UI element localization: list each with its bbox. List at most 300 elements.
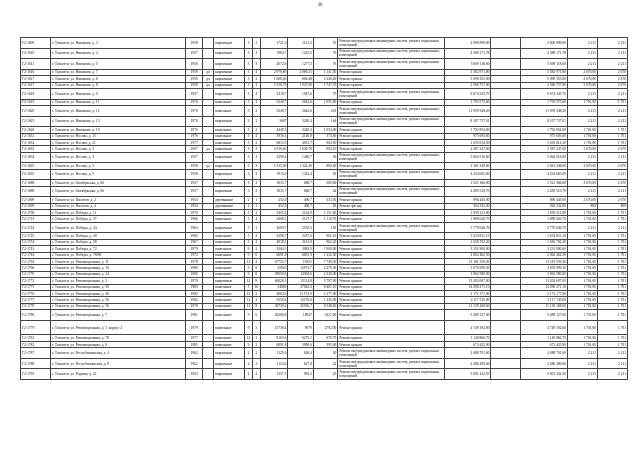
cell-cost: 1 521 366,00 <box>444 180 491 186</box>
cell-cost: 1 792 854,00 <box>444 127 491 133</box>
cell-year: 1977 <box>186 139 203 145</box>
cell-cost: 4 388 171,78 <box>444 48 491 59</box>
cell-id: Г2-1793 <box>21 369 51 380</box>
cell-living-area: 3124,9 <box>288 210 314 216</box>
cell-living-area: 25916,7 <box>288 303 314 309</box>
cell-work-type: Ремонт крыши <box>338 278 445 284</box>
cell-id: Г2-1688 <box>21 180 51 186</box>
cell-floors: 5 <box>245 239 253 245</box>
cell-living-area: 3237,6 <box>288 233 314 239</box>
cell-cost-total: 6 674 345,70 <box>521 88 568 99</box>
cell-address: г. Тольятти, ул. Революционная, д. 8 <box>50 341 185 347</box>
cell-wall-material: панельные <box>214 258 245 264</box>
cell-living-area: 3642,6 <box>288 105 314 116</box>
cell-cost: 2 172 177,00 <box>444 290 491 296</box>
cell-cost-total: 1 792 854,00 <box>521 127 568 133</box>
cell-cost-total: 3 876 999,30 <box>521 265 568 271</box>
cell-address: г. Тольятти, ул. Никонова, д. 3 <box>50 38 185 49</box>
cell-flag <box>202 152 213 163</box>
cell-residents: 1 141,50 <box>313 69 337 75</box>
cell-id: Г2-1744 <box>21 252 51 258</box>
cell-floors: 3 <box>245 163 253 169</box>
cell-cost: 3 876 999,30 <box>444 265 491 271</box>
cell-id: Г2-1715 <box>21 216 51 222</box>
cell-entrances: 4 <box>252 69 260 75</box>
cell-id: Г2-1618 <box>21 88 51 99</box>
cell-living-area: 2535,3 <box>288 222 314 233</box>
cell-residents: 569,80 <box>313 180 337 186</box>
cell-entrances: 4 <box>252 133 260 139</box>
cell-total-area: 3916,1 <box>260 133 288 139</box>
cell-flag <box>202 59 213 70</box>
cell-id: Г2-1787 <box>21 348 51 359</box>
cell-entrances: 2 <box>252 341 260 347</box>
cell-extra <box>491 348 521 359</box>
cell-cost-total: 4 388 171,78 <box>521 48 568 59</box>
cell-year: 1957 <box>186 48 203 59</box>
cell-total-area: 25925 <box>260 265 288 271</box>
cell-entrances: 3 <box>252 163 260 169</box>
cell-cost-total: 1 889 620,70 <box>521 216 568 222</box>
cell-rate-max: 2 211 <box>597 348 627 359</box>
cell-rate: 2 670,00 <box>567 180 597 186</box>
cell-cost: 975 693,60 <box>444 133 491 139</box>
cell-cost-total: 2 285 510,70 <box>521 186 568 197</box>
cell-rate: 2 670,00 <box>567 76 597 82</box>
cell-rate-max: 1 701 <box>597 320 627 335</box>
cell-entrances: 2 <box>252 105 260 116</box>
cell-residents: 894,10 <box>313 146 337 152</box>
cell-id: Г2-1609 <box>21 38 51 49</box>
table-row <box>21 169 628 180</box>
cell-work-type: Ремонт крыши <box>338 310 445 321</box>
cell-work-type: Ремонт крыши <box>338 271 445 277</box>
cell-cost-total: 11 959 348,20 <box>521 105 568 116</box>
cell-rate: 2 211 <box>567 116 597 127</box>
cell-floors: 3 <box>245 38 253 49</box>
cell-rate: 2 670,00 <box>567 146 597 152</box>
cell-wall-material: кирпичные <box>214 116 245 127</box>
cell-rate: 1 701,00 <box>567 216 597 222</box>
cell-cost: 1 634 831,10 <box>444 233 491 239</box>
cell-living-area: 3963,5 <box>288 246 314 252</box>
cell-residents: 1 900,00 <box>313 246 337 252</box>
cell-entrances: 2 <box>252 369 260 380</box>
cell-flag: да <box>202 76 213 82</box>
table-row <box>21 186 628 197</box>
table-row <box>21 59 628 70</box>
cell-work-type: Ремонт крыши <box>338 216 445 222</box>
cell-total-area: 1984,7 <box>260 48 288 59</box>
cell-year: 1978 <box>186 116 203 127</box>
cell-address: г. Тольятти, ул. Революционная, д. 30 <box>50 284 185 290</box>
cell-total-area: 6091,8 <box>260 341 288 347</box>
cell-entrances: 2 <box>252 180 260 186</box>
cell-id: Г2-1741 <box>21 246 51 252</box>
cell-work-type: Ремонт крыши <box>338 239 445 245</box>
cell-wall-material: панельные <box>214 341 245 347</box>
cell-cost-total: 673 425,90 <box>521 341 568 347</box>
cell-year: 1963 <box>186 222 203 233</box>
cell-living-area: 3141,9 <box>288 239 314 245</box>
cell-id: Г2-1779 <box>21 320 51 335</box>
cell-rate-max: 2 211 <box>597 88 627 99</box>
cell-rate: 2 670,00 <box>567 197 597 203</box>
cell-entrances: 6 <box>252 252 260 258</box>
cell-cost-total: 1 140 860,70 <box>521 335 568 341</box>
cell-address: г. Тольятти, ул. Революционная, д. 40 <box>50 290 185 296</box>
cell-work-type: Ремонт крыши <box>338 341 445 347</box>
cell-extra <box>491 186 521 197</box>
cell-living-area: 4051,7 <box>288 139 314 145</box>
cell-extra <box>491 88 521 99</box>
cell-work-type: Ремонт крыши <box>338 99 445 105</box>
table-row <box>21 152 628 163</box>
cell-cost-total: 13 202 697,00 <box>521 278 568 284</box>
cell-residents: 3227,00 <box>313 310 337 321</box>
cell-year: 1970 <box>186 278 203 284</box>
cell-living-area: 668,7 <box>288 180 314 186</box>
cell-entrances: 1 <box>252 203 260 209</box>
cell-extra <box>491 38 521 49</box>
cell-cost: 14 290 271,10 <box>444 284 491 290</box>
cell-entrances: 4 <box>252 216 260 222</box>
cell-total-area: 3667 <box>260 116 288 127</box>
cell-total-area: 4818,1 <box>260 239 288 245</box>
cell-residents: 1 110,70 <box>313 216 337 222</box>
cell-total-area: 4396,7 <box>260 233 288 239</box>
cell-address: г. Тольятти, ул. Победы, д. 72 <box>50 246 185 252</box>
cell-living-area: 3990,6 <box>288 341 314 347</box>
cell-work-type: Ремонт крыши <box>338 163 445 169</box>
cell-year: 1953 <box>186 369 203 380</box>
cell-rate: 2 211 <box>567 59 597 70</box>
cell-work-type: Ремонт крыши <box>338 127 445 133</box>
cell-rate-max: 1 701 <box>597 290 627 296</box>
cell-entrances: 3 <box>252 59 260 70</box>
cell-living-area: 2 086,31 <box>288 69 314 75</box>
cell-residents: 22 <box>313 358 337 369</box>
cell-rate: 1 701,00 <box>567 246 597 252</box>
cell-total-area: 1357,5 <box>260 369 288 380</box>
cell-cost: 4 749 192,00 <box>444 320 491 335</box>
cell-cost-total: 1 636 702,20 <box>521 239 568 245</box>
cell-floors: 3 <box>245 69 253 75</box>
table-body <box>21 38 628 380</box>
cell-residents: 55 <box>313 38 337 49</box>
cell-cost-total: 13 181 559,30 <box>521 258 568 264</box>
cell-floors: 3 <box>245 59 253 70</box>
cell-floors: 3 <box>245 146 253 152</box>
cell-total-area: 452,0 <box>260 197 288 203</box>
cell-work-type: Ремонт крыши <box>338 69 445 75</box>
cell-entrances: 1 <box>252 197 260 203</box>
cell-floors: 12 <box>245 258 253 264</box>
cell-entrances: 2 <box>252 116 260 127</box>
cell-living-area: 2146,8 <box>288 133 314 139</box>
cell-rate-max: 1 701 <box>597 216 627 222</box>
cell-cost: 2 117 745,00 <box>444 297 491 303</box>
cell-rate-max: 2 211 <box>597 116 627 127</box>
cell-rate-max: 2 211 <box>597 369 627 380</box>
cell-address: г. Тольятти, ул. Октябрьская, д. 66 <box>50 180 185 186</box>
cell-floors: 5 <box>245 133 253 139</box>
cell-wall-material: панельные <box>214 290 245 296</box>
cell-floors: 3 <box>245 88 253 99</box>
cell-work-type: Ремонт крыши <box>338 180 445 186</box>
cell-total-area: 1124,6 <box>260 358 288 369</box>
cell-year: 1982 <box>186 290 203 296</box>
cell-entrances: 2 <box>252 76 260 82</box>
cell-work-type: Ремонт крыши <box>338 133 445 139</box>
cell-rate: 1 701,00 <box>567 252 597 258</box>
cell-work-type: Ремонт крыши <box>338 82 445 88</box>
cell-floors: 2 <box>245 348 253 359</box>
cell-rate-max: 1 701 <box>597 239 627 245</box>
cell-living-area: 406,7 <box>288 203 314 209</box>
cell-cost: 5 770 046,70 <box>444 222 491 233</box>
cell-cost-total: 14 290 271,10 <box>521 284 568 290</box>
cell-year: 1979 <box>186 320 203 335</box>
cell-cost: 6 674 345,70 <box>444 88 491 99</box>
cell-entrances: 4 <box>252 210 260 216</box>
cell-residents: 1 151,80 <box>313 210 337 216</box>
cell-residents: 1 277,00 <box>313 290 337 296</box>
cell-id: Г2-1688 <box>21 186 51 197</box>
page-number: 48 <box>317 3 323 8</box>
cell-cost: 1 140 860,70 <box>444 335 491 341</box>
cell-flag: да <box>202 163 213 169</box>
cell-rate-max: 2 211 <box>597 38 627 49</box>
cell-address: г. Тольятти, ул. Победы, д. 11 <box>50 210 185 216</box>
cell-entrances: 6 <box>252 310 260 321</box>
cell-living-area: 1 640,70 <box>288 146 314 152</box>
cell-address: г. Тольятти, ул. Победы, д. 37 <box>50 216 185 222</box>
cell-year: 1972 <box>186 252 203 258</box>
cell-year: 1966 <box>186 216 203 222</box>
cell-work-type: Ремонт внутридомовых инженерных систем, ремонт подвальных помещений <box>338 48 445 59</box>
cell-cost-total: 2 361 348,00 <box>521 163 568 169</box>
cell-wall-material: панельные <box>214 310 245 321</box>
cell-year: 1958 <box>186 38 203 49</box>
cell-rate-max: 2 211 <box>597 105 627 116</box>
cell-total-area: 39050,6 <box>260 271 288 277</box>
cell-total-area: 1721,0 <box>260 38 288 49</box>
cell-wall-material: панельные <box>214 239 245 245</box>
cell-cost: 5 064 516,00 <box>444 152 491 163</box>
cell-id: Г2-1625 <box>21 116 51 127</box>
cell-cost: 3 231 900,00 <box>444 246 491 252</box>
cell-entrances: 1 <box>252 335 260 341</box>
cell-rate-max: 1 701 <box>597 99 627 105</box>
cell-address: г. Тольятти, ул. Пилотов, д. 2 <box>50 197 185 203</box>
cell-living-area: 668,7 <box>288 186 314 197</box>
cell-work-type: Ремонт крыши <box>338 76 445 82</box>
cell-id: Г2-1777 <box>21 297 51 303</box>
cell-floors: 2 <box>245 369 253 380</box>
cell-living-area: 6275,1 <box>288 335 314 341</box>
cell-id: Г2-1772 <box>21 278 51 284</box>
cell-total-area: 2 916,60 <box>260 146 288 152</box>
cell-rate: 1 701,00 <box>567 290 597 296</box>
cell-address: г. Тольятти, ул. Носова, д. 21 <box>50 139 185 145</box>
cell-cost-total: 5 609 118,60 <box>521 59 568 70</box>
cell-total-area: 2609,7 <box>260 222 288 233</box>
cell-wall-material: панельные <box>214 297 245 303</box>
cell-cost: 1 793 575,60 <box>444 99 491 105</box>
cell-floors: 5 <box>245 99 253 105</box>
cell-id: Г2-1619 <box>21 99 51 105</box>
cell-rate: 2 211 <box>567 88 597 99</box>
cell-entrances: 8 <box>252 265 260 271</box>
cell-flag <box>202 186 213 197</box>
cell-residents: 395,90 <box>313 341 337 347</box>
cell-extra <box>491 152 521 163</box>
cell-entrances: 2 <box>252 38 260 49</box>
cell-floors: 9 <box>245 341 253 347</box>
cell-rate-max: 2 670 <box>597 197 627 203</box>
cell-rate-max: 1 701 <box>597 303 627 309</box>
cell-year: 1957 <box>186 186 203 197</box>
cell-rate: 1 701,00 <box>567 271 597 277</box>
cell-residents: 145 <box>313 222 337 233</box>
cell-cost-total: 2 062 462,50 <box>521 252 568 258</box>
cell-cost-total: 11 139 168,60 <box>521 303 568 309</box>
cell-floors: 9 <box>245 320 253 335</box>
cell-wall-material: деревянные <box>214 197 245 203</box>
cell-wall-material: кирпичные <box>214 152 245 163</box>
cell-living-area: 3127,7 <box>288 216 314 222</box>
cell-floors: 2 <box>245 203 253 209</box>
cell-cost-total: 1 635 814,50 <box>521 139 568 145</box>
cell-cost: 5 609 118,60 <box>444 59 491 70</box>
cell-floors: 5 <box>245 284 253 290</box>
cell-id: Г2-1766 <box>21 265 51 271</box>
cell-work-type: Ремонт крыши <box>338 320 445 335</box>
cell-floors: 5 <box>245 233 253 239</box>
cell-total-area: 15739,4 <box>260 320 288 335</box>
cell-cost-total: 1 634 831,10 <box>521 233 568 239</box>
cell-year: 1983 <box>186 284 203 290</box>
cell-rate: 1 701,00 <box>567 310 597 321</box>
cell-rate: 2 211 <box>567 348 597 359</box>
cell-residents: 1 232,50 <box>313 252 337 258</box>
cell-residents: 30 <box>313 348 337 359</box>
cell-address: г. Тольятти, ул. Никонова, д. 8 <box>50 76 185 82</box>
cell-residents: 5 797,00 <box>313 278 337 284</box>
cell-entrances: 2 <box>252 348 260 359</box>
cell-entrances: 3 <box>252 48 260 59</box>
cell-floors: 9 <box>245 252 253 258</box>
cell-year: 1962 <box>186 348 203 359</box>
cell-wall-material: кирпичные <box>214 222 245 233</box>
cell-year: 1982 <box>186 297 203 303</box>
cell-total-area: 452,0 <box>260 203 288 209</box>
cell-work-type: Ремонт крыши <box>338 290 445 296</box>
cell-rate-max: 1 701 <box>597 233 627 239</box>
table-row <box>21 310 628 321</box>
cell-year: 1954 <box>186 203 203 209</box>
cell-total-area: 1 915,00 <box>260 163 288 169</box>
cell-rate-max: 1 701 <box>597 246 627 252</box>
cell-entrances: 3 <box>252 152 260 163</box>
cell-entrances: 16 <box>252 284 260 290</box>
cell-id: Г2-1734 <box>21 239 51 245</box>
cell-rate-max: 1 701 <box>597 297 627 303</box>
cell-floors: 9 <box>245 310 253 321</box>
cell-rate-max: 2 211 <box>597 59 627 70</box>
cell-flag <box>202 320 213 335</box>
cell-year: 1957 <box>186 146 203 152</box>
cell-rate: 2 670,00 <box>567 163 597 169</box>
cell-residents: 1 055,00 <box>313 99 337 105</box>
cell-residents: 884,40 <box>313 163 337 169</box>
cell-residents: 1 747,70 <box>313 82 337 88</box>
cell-cost: 13 181 559,30 <box>444 258 491 264</box>
cell-flag <box>202 222 213 233</box>
cell-entrances: 2 <box>252 99 260 105</box>
cell-wall-material: кирпичные <box>214 180 245 186</box>
cell-living-area: 1277,5 <box>288 59 314 70</box>
cell-rate: 1 701,00 <box>567 341 597 347</box>
cell-cost-total: 2 006 899,00 <box>521 38 568 49</box>
cell-rate: 1 701,00 <box>567 133 597 139</box>
cell-work-type: Ремонт крыши <box>338 297 445 303</box>
cell-living-area: 1141,5 <box>288 38 314 49</box>
cell-work-type: Ремонт внутридомовых инженерных систем, ремонт подвальных помещений <box>338 59 445 70</box>
cell-year: 1976 <box>186 127 203 133</box>
cell-total-area: 1833,7 <box>260 180 288 186</box>
cell-wall-material: панельные <box>214 265 245 271</box>
cell-residents: 964,50 <box>313 139 337 145</box>
cell-total-area: 4264,3 <box>260 246 288 252</box>
cell-residents: 2 240,20 <box>313 76 337 82</box>
cell-wall-material: кирпичные <box>214 82 245 88</box>
cell-cost-total: 2 486 490,60 <box>521 358 568 369</box>
cell-total-area: 1 608,40 <box>260 76 288 82</box>
cell-cost-total: 8 107 737,01 <box>521 116 568 127</box>
cell-rate: 2 211 <box>567 358 597 369</box>
cell-rate-max: 2 211 <box>597 186 627 197</box>
cell-extra <box>491 116 521 127</box>
cell-id: Г2-1725 <box>21 233 51 239</box>
cell-year: 1981 <box>186 310 203 321</box>
cell-work-type: Ремонт крыши <box>338 210 445 216</box>
cell-residents: 1 245,00 <box>313 297 337 303</box>
cell-residents: 2 279,30 <box>313 265 337 271</box>
cell-rate: 1 701,00 <box>567 335 597 341</box>
cell-total-area: 6813,5 <box>260 139 288 145</box>
cell-cost: 3 582 971,80 <box>444 69 491 75</box>
cell-id: Г2-1778 <box>21 303 51 309</box>
cell-cost-total: 1 959 211,80 <box>521 210 568 216</box>
cell-living-area: 3240,3 <box>288 127 314 133</box>
cell-rate-max: 2 670 <box>597 146 627 152</box>
cell-total-area: 4449,5 <box>260 127 288 133</box>
cell-extra <box>491 59 521 70</box>
cell-wall-material: кирпичные <box>214 163 245 169</box>
cell-work-type: Ремонт крыши <box>338 233 445 239</box>
cell-id: Г2-1610 <box>21 48 51 59</box>
cell-cost: 11 139 168,60 <box>444 303 491 309</box>
cell-id: Г2-1617 <box>21 82 51 88</box>
cell-work-type: Ремонт внутридомовых инженерных систем, ремонт подвальных помещений <box>338 105 445 116</box>
cell-year: 1957 <box>186 88 203 99</box>
cell-rate: 2 211 <box>567 105 597 116</box>
cell-address: г. Тольятти, ул. Революционная, д. 56 <box>50 303 185 309</box>
cell-entrances: 2 <box>252 186 260 197</box>
cell-rate: 2 211 <box>567 369 597 380</box>
